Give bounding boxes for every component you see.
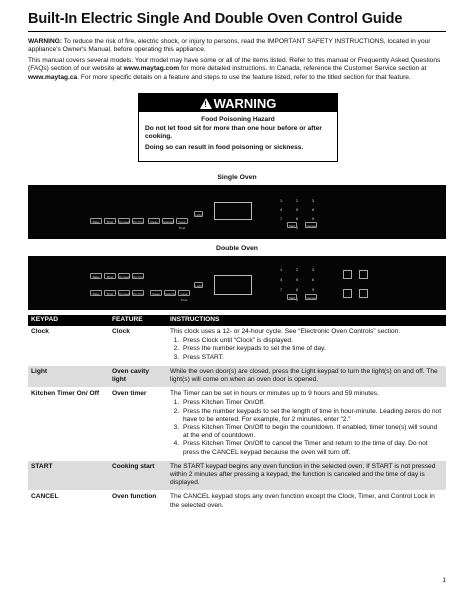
instructions-cell <box>167 460 446 491</box>
website-link-us[interactable]: www.maytag.com <box>123 65 180 73</box>
upper-start-key[interactable] <box>343 270 352 279</box>
instructions-cell <box>167 365 446 387</box>
intro-text-2: for more detailed instructions. In Canada, reference the Customer Service section at <box>179 65 427 73</box>
number-key[interactable]: 0 <box>295 298 299 302</box>
oven-mode-key[interactable]: Broil <box>104 218 116 224</box>
header-instructions: INSTRUCTIONS <box>167 315 446 326</box>
instructions-text: The Timer can be set in hours or minutes up to 9 hours and 59 minutes. <box>170 390 379 398</box>
warning-triangle-icon <box>200 98 212 109</box>
warning-line-2: Doing so can result in food poisoning or sickness. <box>145 144 304 151</box>
warning-heading: WARNING <box>213 96 277 111</box>
function-key[interactable]: Cook Time <box>178 290 190 296</box>
title-rule <box>28 31 446 32</box>
light-key[interactable]: Light <box>195 213 202 217</box>
header-feature: FEATURE <box>109 315 167 326</box>
step-item: 3. Press START. <box>181 354 443 362</box>
oven-display <box>214 202 252 220</box>
number-key[interactable]: 7 <box>279 288 283 292</box>
lower-oven-key[interactable]: Convect <box>119 292 131 296</box>
single-oven-panel-image <box>28 185 446 239</box>
warning-subtitle: Food Poisoning Hazard <box>201 116 275 123</box>
instructions-cell <box>167 491 446 513</box>
oven-mode-key[interactable]: Convect <box>119 220 131 224</box>
number-key[interactable]: 0 <box>295 226 299 230</box>
step-item: 1. Press Clock until “Clock” is displayed. <box>181 337 443 345</box>
feature-cell: Oven timer <box>109 388 167 461</box>
number-key[interactable]: 9 <box>311 217 315 221</box>
page-title: Built-In Electric Single And Double Oven Control Guide <box>28 11 403 27</box>
number-key[interactable]: 7 <box>279 217 283 221</box>
oven-mode-key[interactable]: Kit Tmr <box>133 220 143 224</box>
function-key[interactable]: Cook Time <box>176 218 188 224</box>
lower-oven-key[interactable]: Bake <box>90 290 102 296</box>
warning-line-1: Do not let food sit for more than one hour before or after cooking. <box>145 125 322 141</box>
steps-list <box>170 337 443 362</box>
intro-text-3: . For more specific details on a feature and steps to use the feature listed, refer to the titled section for that feature. <box>77 73 411 81</box>
number-key[interactable]: 5 <box>295 278 299 282</box>
header-keypad: KEYPAD <box>28 315 109 326</box>
number-key[interactable]: 4 <box>279 278 283 282</box>
light-key[interactable]: Light <box>195 284 202 288</box>
keypad-cell: CANCEL <box>28 491 109 513</box>
table-row <box>28 365 446 387</box>
number-key[interactable]: 6 <box>311 208 315 212</box>
instructions-text: While the oven door(s) are closed, press the Light keypad to turn the light(s) on and off. The light(s) will come on when an oven door is opened. <box>170 367 438 384</box>
upper-cancel-key[interactable] <box>359 270 368 279</box>
instructions-text: The CANCEL keypad stops any oven function except the Clock, Timer, and Control Lock in the selected oven. <box>170 493 435 509</box>
intro-paragraph <box>28 57 446 82</box>
single-oven-label: Single Oven <box>217 174 257 181</box>
number-key[interactable]: 5 <box>295 208 299 212</box>
function-key[interactable]: Clean <box>150 290 162 296</box>
number-key[interactable]: 6 <box>311 278 315 282</box>
double-oven-label: Double Oven <box>216 245 258 252</box>
function-key[interactable]: Settings <box>165 292 176 296</box>
start-key[interactable]: Start <box>288 224 296 228</box>
number-key[interactable]: 9 <box>311 288 315 292</box>
number-key[interactable]: 4 <box>279 208 283 212</box>
step-item: 2. Press the number keypads to set the length of time in hour-minute. Leading zeros do not have to be entered. For example, for 2 minutes, enter “2.” <box>181 408 443 424</box>
number-key[interactable]: 3 <box>311 199 315 203</box>
instructions-cell <box>167 388 446 461</box>
double-oven-panel-image <box>28 256 446 310</box>
oven-display <box>214 275 252 295</box>
step-item: 3. Press Kitchen Timer On/Off to begin the countdown. If enabled, timer tone(s) will sound at the end of countdown. <box>181 424 443 440</box>
keypad-cell: Kitchen Timer On/ Off <box>28 388 109 461</box>
step-item: 1. Press Kitchen Timer On/Off. <box>181 399 443 407</box>
number-key[interactable]: 8 <box>295 288 299 292</box>
keypad-cell: START <box>28 460 109 491</box>
steps-list <box>170 399 443 456</box>
feature-cell: Cooking start <box>109 460 167 491</box>
lower-oven-key[interactable]: Broil <box>104 290 116 296</box>
feature-cell: Clock <box>109 326 167 365</box>
warning-label: WARNING: <box>28 38 63 45</box>
keypad-cell: Clock <box>28 326 109 365</box>
warning-paragraph <box>28 38 446 55</box>
page-number: 1 <box>442 577 446 584</box>
lower-start-key[interactable] <box>343 289 352 298</box>
oven-mode-key[interactable]: Kit Tmr <box>133 275 143 279</box>
table-row <box>28 388 446 461</box>
oven-mode-key[interactable]: Bake <box>90 218 102 224</box>
table-row <box>28 491 446 513</box>
feature-cell: Oven function <box>109 491 167 513</box>
cancel-key[interactable]: Cancel <box>306 296 316 300</box>
oven-mode-key[interactable]: Convect <box>119 275 131 279</box>
number-key[interactable]: 3 <box>311 268 315 272</box>
website-link-ca[interactable]: www.maytag.ca <box>28 73 78 81</box>
number-key[interactable]: 1 <box>279 268 283 272</box>
instructions-text: This clock uses a 12- or 24-hour cycle. See “Electronic Oven Controls” section. <box>170 328 401 335</box>
lower-oven-key[interactable]: Kit Tmr <box>133 292 143 296</box>
intro-text-1: This manual covers several models. Your model may have some or all of the items listed. Refer to this manual or Frequently Asked Questions (FAQs) section of our website at <box>28 57 441 73</box>
warning-text: To reduce the risk of fire, electric shock, or injury to persons, read the IMPORTANT SAFETY INSTRUCTIONS, located in your appliance's Owner's Manual, before operating this appliance. <box>28 38 431 54</box>
keypad-cell: Light <box>28 365 109 387</box>
function-key[interactable]: Settings <box>163 220 174 224</box>
instructions-text: The START keypad begins any oven function in the selected oven. If START is not pressed within 2 minutes after pressing a keypad, the function is canceled and the time of day is displayed. <box>170 462 436 487</box>
step-item: 4. Press Kitchen Timer On/Off to cancel the Timer and return to the time of day. Do not press the CANCEL keypad because the oven will turn off. <box>181 440 443 456</box>
warning-header <box>139 94 337 112</box>
number-key[interactable]: 2 <box>295 199 299 203</box>
table-row <box>28 326 446 365</box>
oven-mode-key[interactable]: Bake <box>90 273 102 279</box>
number-key[interactable]: 8 <box>295 217 299 221</box>
number-key[interactable]: 2 <box>295 268 299 272</box>
number-key[interactable]: 1 <box>279 199 283 203</box>
step-item: 2. Press the number keypads to set the time of day. <box>181 345 443 353</box>
cancel-key[interactable]: Cancel <box>306 224 316 228</box>
instructions-cell <box>167 326 446 365</box>
start-key[interactable]: Start <box>288 296 296 300</box>
oven-mode-key[interactable]: Broil <box>104 273 116 279</box>
table-header-row <box>28 315 446 326</box>
table-row <box>28 460 446 491</box>
feature-cell: Oven cavity light <box>109 365 167 387</box>
warning-box <box>138 93 338 162</box>
keypad-table <box>28 315 446 514</box>
lower-cancel-key[interactable] <box>359 289 368 298</box>
function-key[interactable]: Clean <box>148 218 160 224</box>
